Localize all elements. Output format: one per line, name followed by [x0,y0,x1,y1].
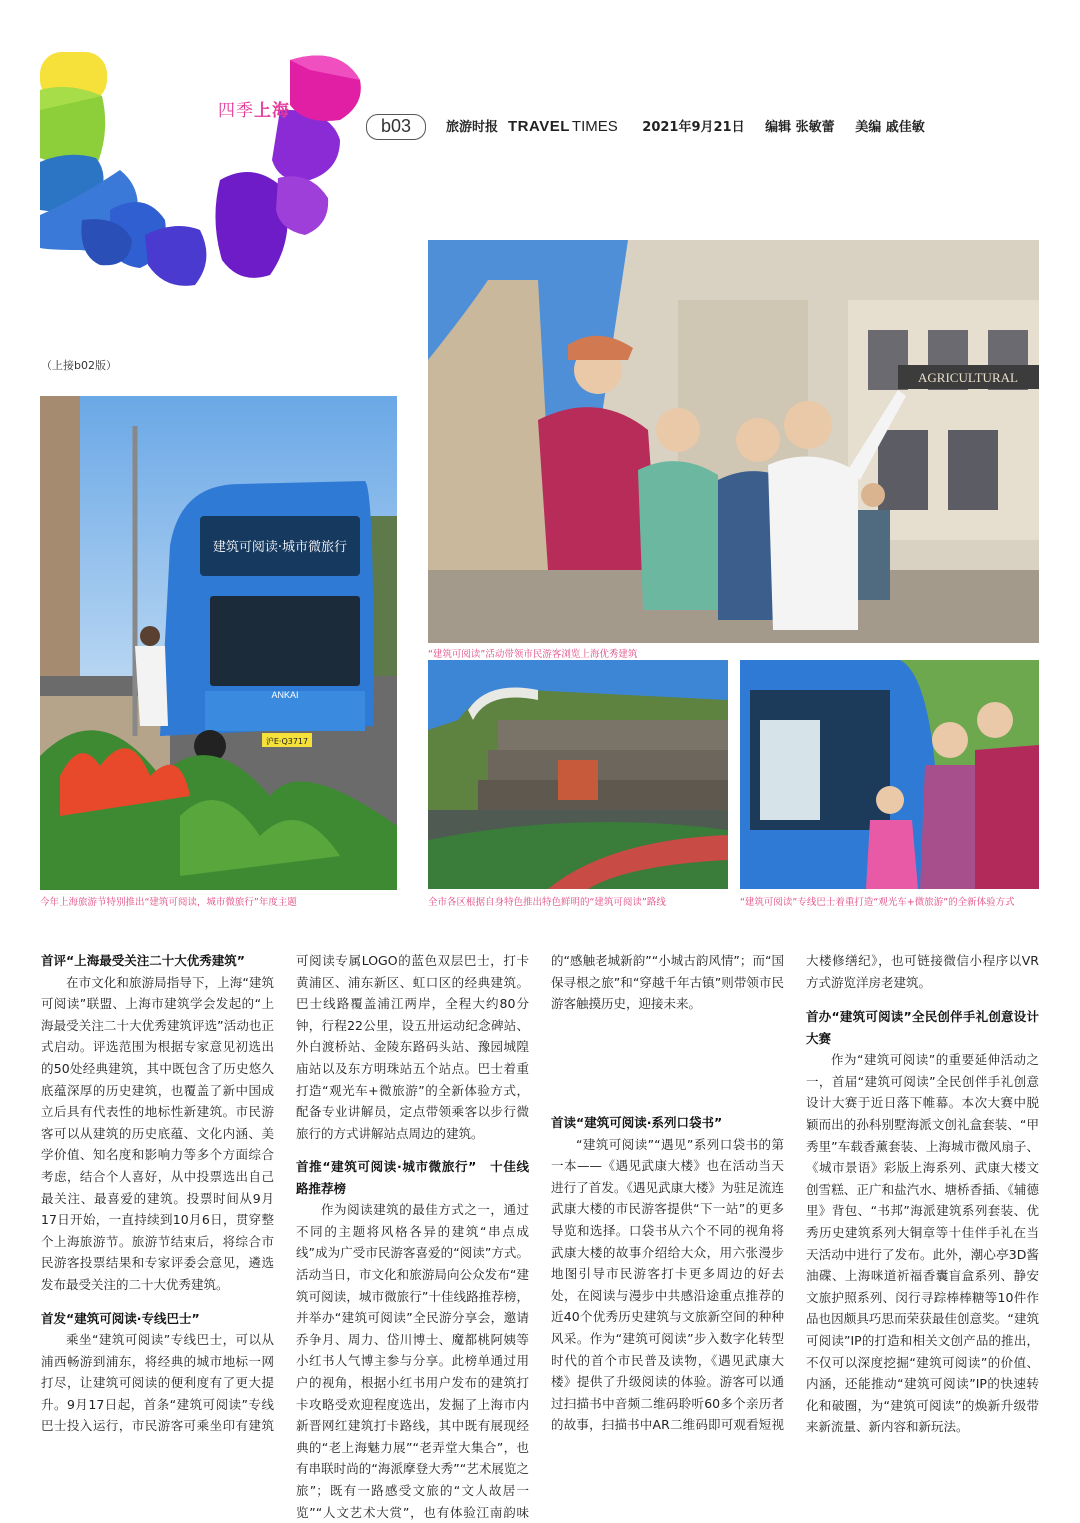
photo-group-tour [428,240,1039,643]
issue-date: 2021年9月21日 [642,120,745,135]
building-illustration [428,660,728,889]
paper-name: 旅游时报 [446,120,499,135]
article-5-body: 作为“建筑可阅读”的重要延伸活动之一，首届“建筑可阅读”全民创伴手礼创意设计大赛于近日落下帷幕。本次大赛中脱颖而出的孙科别墅海派文创礼盒套装、“甲秀里”车载香薰套装、上海城市微风扇子、《城市景语》彩版上海系列、武康大楼文创雪糕、正广和盐汽水、塘桥香插、《辅德里》背包、“书邦”海派建筑系列套装、优秀历史建筑系列大铜章等十佳伴手礼在当天活动中进行了发布。此外，潮心亭3D酱油碟、上海咪道祈福香囊盲盒系列、静安文旅护照系列、闵行寻踪棒棒糖等10件作品也因颇具巧思而荣获最佳创意奖。“建筑可阅读”IP的打造和相关文创产品的推出，不仅可以深度挖掘“建筑可阅读”的价值、内涵，还能推动“建筑可阅读”IP的快速转化和破圈，为“建筑可阅读”的焕新升级带来新流量、新内容和新玩法。 [806,1052,1039,1435]
petal-violet [215,172,287,278]
building-sign: AGRICULTURAL [918,370,1018,385]
bus-sign: 建筑可阅读·城市微旅行 [212,540,348,555]
bus-plate: 沪E·Q3717 [265,737,309,746]
photo-building [428,660,728,889]
article-1-title: 首评“上海最受关注二十大优秀建筑” [41,953,245,968]
paper-en-bold: TRAVEL [508,118,570,135]
article-4-body-cont: 大楼修缮纪》，也可链接微信小程序以VR方式游览洋房老建筑。 [806,953,1039,990]
bus-interior-illustration [740,660,1039,889]
continued-note: （上接b02版） [41,359,117,372]
column-4 [806,950,1039,1469]
seasonal-petal-graphic [40,50,395,290]
article-4-continued [806,950,1039,994]
article-2-title: 首发“建筑可阅读·专线巴士” [41,1310,200,1326]
page-number: b03 [366,114,426,140]
photo-bus-interior [740,660,1039,889]
editor-credit: 编辑 张敏蕾 [765,120,835,135]
photo-bus [40,396,397,890]
petal-magenta [290,56,361,122]
column-2 [296,950,529,1523]
article-1-body: 在市文化和旅游局指导下，上海“建筑可阅读”联盟、上海市建筑学会发起的“上海最受关注二十大优秀建筑评选”活动也正式启动。评选范围为根据专家意见初选出的50处经典建筑，其中既包含了历史悠久底蕴深厚的历史建筑，也覆盖了新中国成立后具有代表性的地标性新建筑。市民游客可以从建筑的历史底蕴、文化内涵、美学价值、知名度和影响力等多个方面综合考虑，结合个人喜好，从中投票选出自己最关注、最喜爱的建筑。投票时间从9月17日开始，一直持续到10月6日，贯穿整个上海旅游节。旅游节结束后，将综合市民游客投票结果和专家评委会意见，遴选发布最受关注的二十大优秀建筑。 [41,974,274,1292]
bus-brand: ANKAI [271,690,299,700]
masthead [446,116,925,135]
article-2-body: 乘坐“建筑可阅读”专线巴士，可以从浦西畅游到浦东，将经典的城市地标一网打尽，让建筑可阅读的便利度有了更大提升。9月17日起，首条“建筑可阅读”专线巴士投入运行，市民游客可乘坐印有建筑 [41,1332,274,1434]
caption-photo-building: 全市各区根据自身特色推出特色鲜明的“建筑可阅读”路线 [428,897,666,908]
column-3 [551,950,784,1436]
article-3-continued [551,950,784,1100]
caption-photo-bus: 今年上海旅游节特别推出“建筑可阅读，城市微旅行”年度主题 [40,897,297,908]
article-3-body-cont: 的“感触老城新韵”“小城古韵风情”；而“国保寻根之旅”和“穿越千年古镇”则带领市民游客触摸历史，迎接未来。 [551,952,784,1012]
bus-illustration [40,396,397,890]
column-1 [41,950,274,1439]
article-5-title: 首办“建筑可阅读”全民创伴手礼创意设计大赛 [806,1009,1039,1046]
paper-en-light: TIMES [571,118,618,135]
section-prefix: 四季 [218,101,254,121]
designer-credit: 美编 戚佳敏 [855,120,925,135]
section-tag [218,96,290,121]
article-3-title: 首推“建筑可阅读·城市微旅行” 十佳线路推荐榜 [296,1159,529,1196]
section-name: 上海 [254,101,290,121]
caption-photo-bus-interior: “建筑可阅读”专线巴士着重打造“观光车+微旅游”的全新体验方式 [740,897,1015,908]
petal-indigo [145,226,206,286]
article-4-title: 首读“建筑可阅读·系列口袋书” [551,1115,723,1130]
article-2-continued [296,950,529,1144]
article-2-body-cont: 可阅读专属LOGO的蓝色双层巴士，打卡黄浦区、浦东新区、虹口区的经典建筑。巴士线路覆盖浦江两岸，全程大约80分钟，行程22公里，设五卅运动纪念碑站、外白渡桥站、金陵东路码头站、豫园城隍庙站以及东方明珠站五个站点。巴士着重打造“观光车+微旅游”的全新体验方式，配备专业讲解员，定点带领乘客以步行微旅行的方式讲解站点周边的建筑。 [296,952,529,1141]
article-4-body: “建筑可阅读”“遇见”系列口袋书的第一本——《遇见武康大楼》也在活动当天进行了首发。《遇见武康大楼》为驻足流连武康大楼的市民游客提供“下一站”的更多导览和选择。口袋书从六个不同的视角将武康大楼的故事介绍给大众，用六张漫步地图引导市民游客打卡更多周边的好去处，在阅读与漫步中共感沿途重点推荐的近40个优秀历史建筑与文旅新空间的种种风采。作为“建筑可阅读”步入数字化转型时代的首个市民普及读物，《遇见武康大楼》提供了升级阅读的体验。游客可以通过扫描书中音频二维码聆听60多个亲历者的故事，扫描书中AR二维码即可观看短视 [551,1136,784,1433]
group-tour-illustration [428,240,1039,643]
article-3-body: 作为阅读建筑的最佳方式之一，通过不同的主题将风格各异的建筑“串点成线”成为广受市民游客喜爱的“阅读”方式。活动当日，市文化和旅游局向公众发布“建筑可阅读，城市微旅行”十佳线路推荐榜，并举办“建筑可阅读”全民游分享会，邀请乔争月、周力、岱川博士、魔都桃阿姨等小红书人气博主参与分享。此榜单通过用户的视角，根据小红书用户发布的建筑打卡攻略受欢迎程度选出，发掘了上海市内新晋网红建筑打卡路线，其中既有展现经典的“老上海魅力展”“老弄堂大集合”，也有串联时尚的“海派摩登大秀”“艺术展览之旅”；既有一路感受文旅的“文人故居一览”“人文艺术大赏”，也有体验江南韵味 [296,1202,529,1520]
caption-photo-group: “建筑可阅读”活动带领市民游客浏览上海优秀建筑 [428,649,638,660]
petal-green [40,87,105,165]
